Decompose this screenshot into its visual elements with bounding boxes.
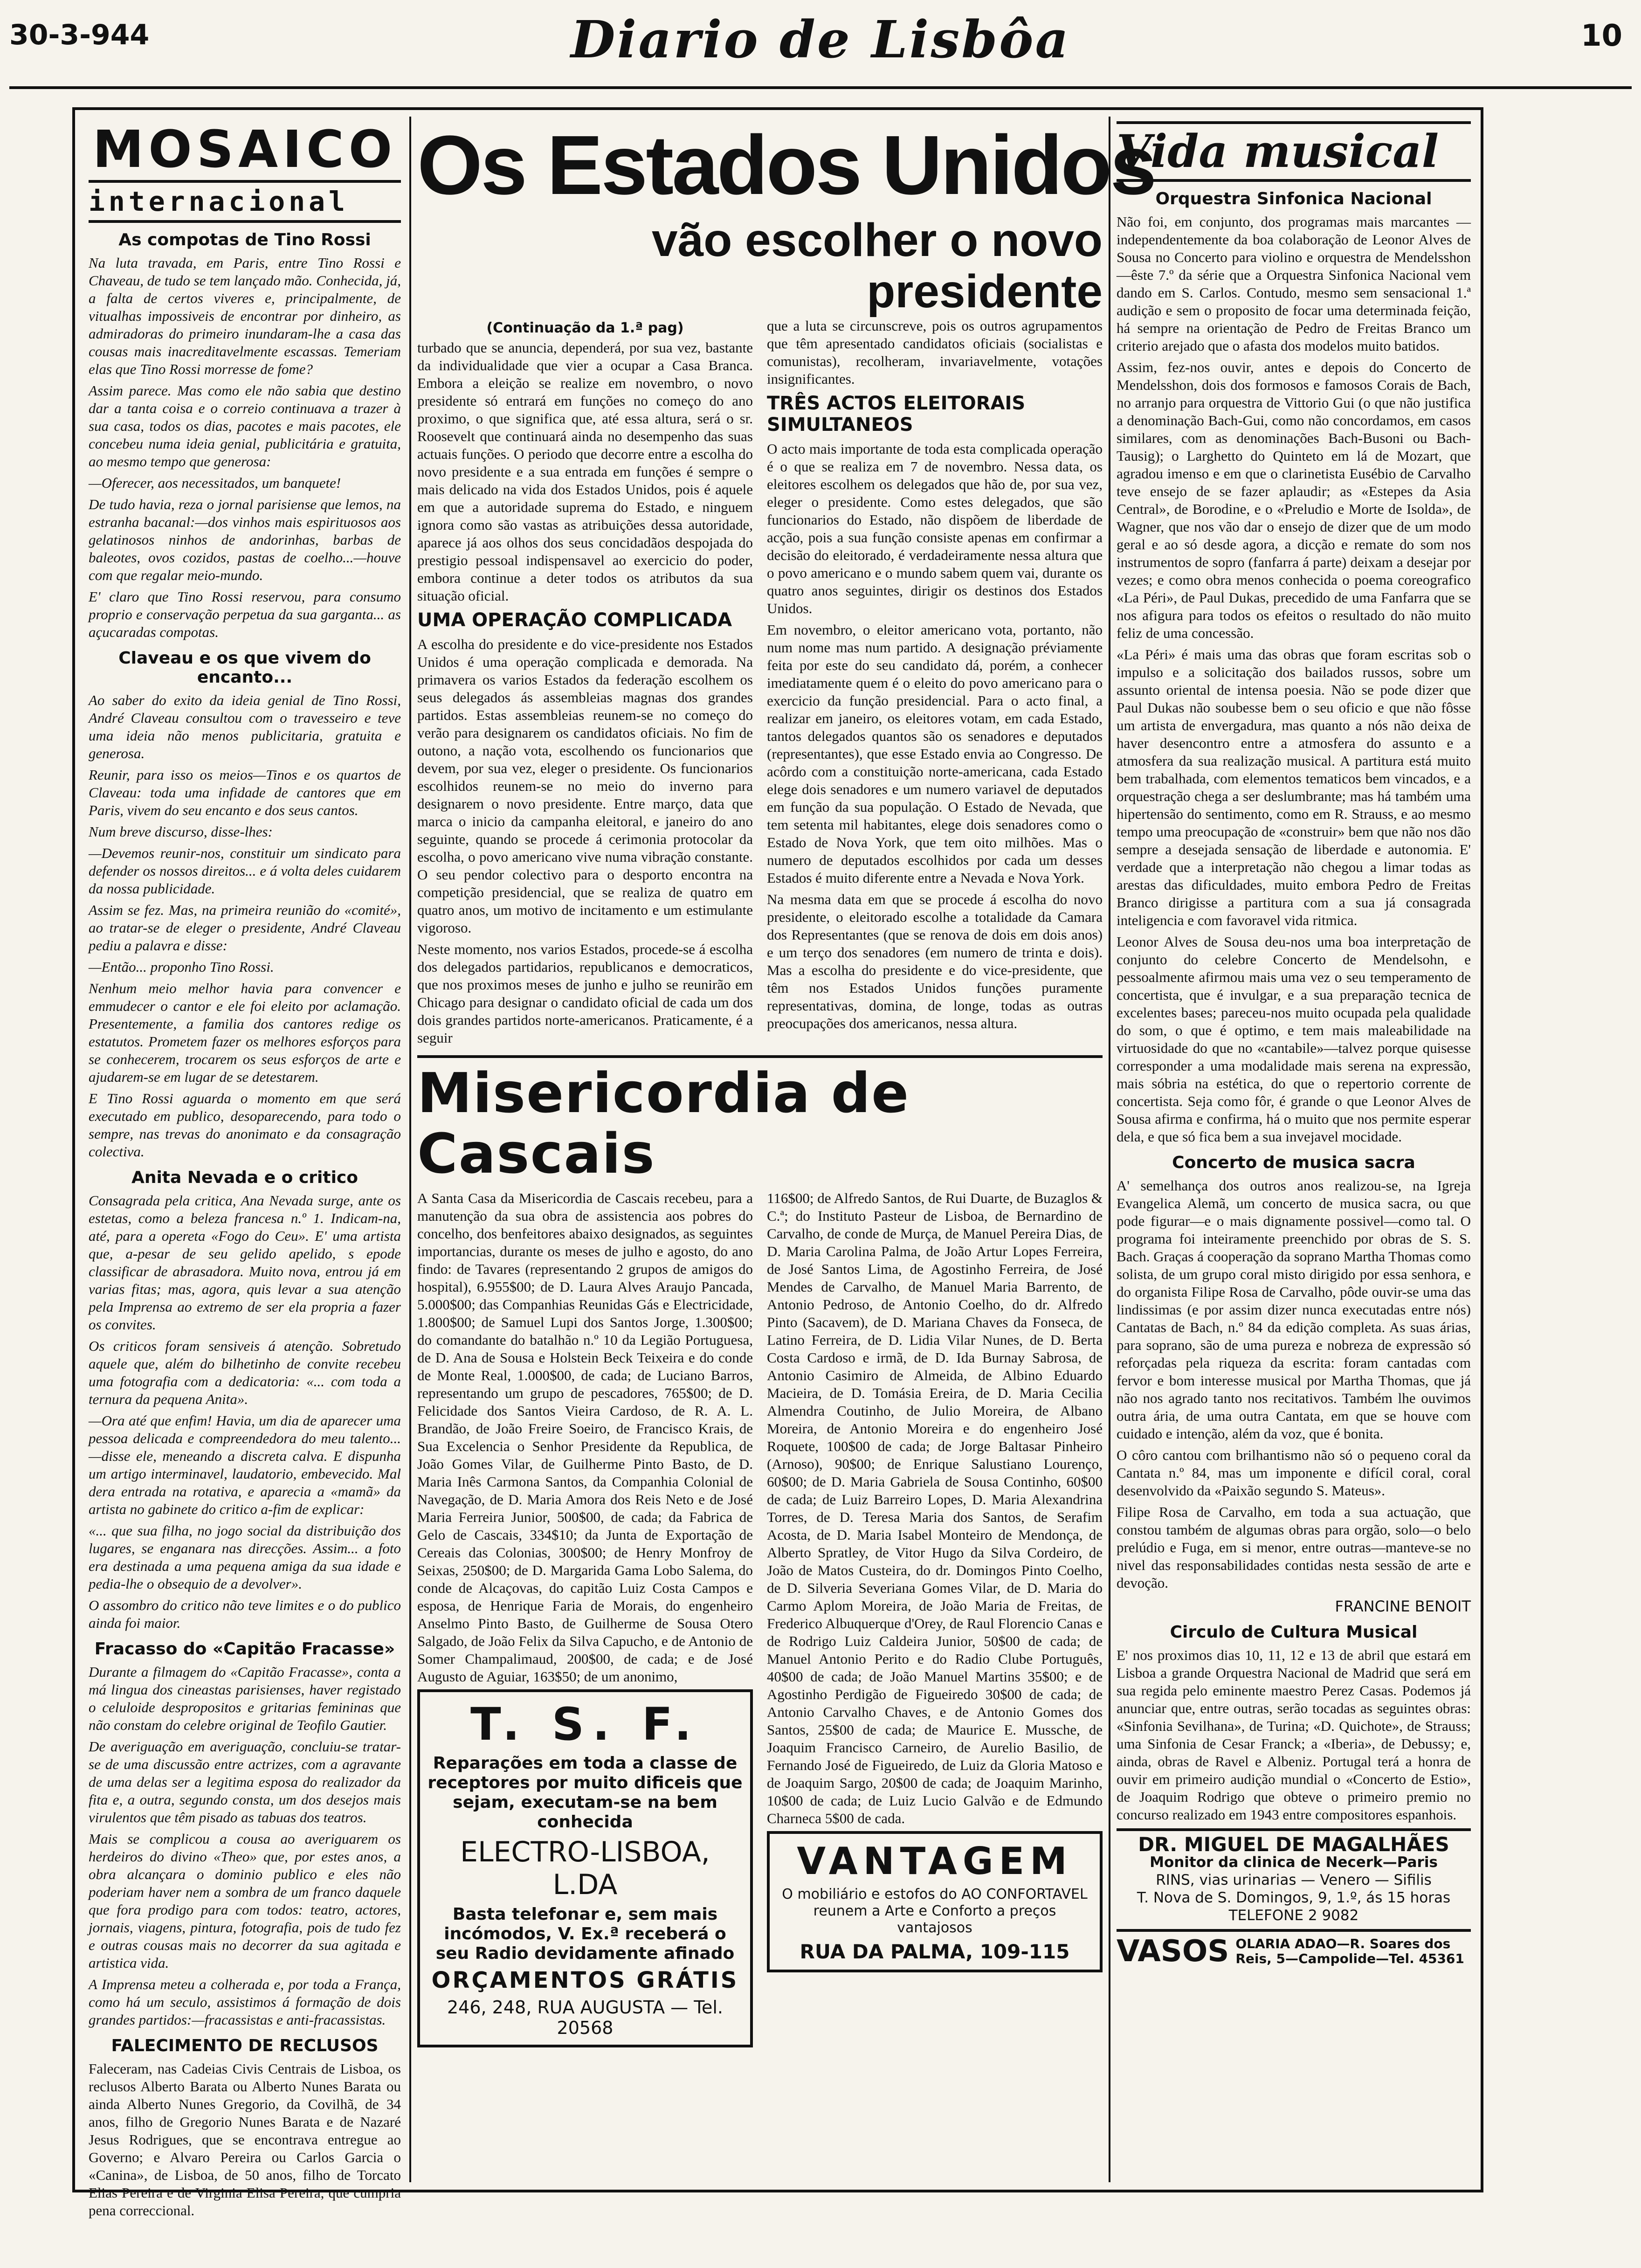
ad-name: DR. MIGUEL DE MAGALHÃES	[1138, 1833, 1449, 1856]
paragraph: O assombro do critico não teve limites e o do publico ainda foi maior.	[89, 1597, 401, 1631]
paragraph: Mais se complicou a cousa ao averiguarem os herdeiros do divino «Theo» que, por estes anos, a obra alcançara o dominio publico e eles não poderiam haver nem a sombra de um franco daquele que fora prodigo para com todos: teatro, actores, jornais, viagens, pintura, fotografia, pois de tudo fez e outras cousas mais no decorrer da sua agitada e artistica vida.	[89, 1831, 401, 1971]
paragraph: Consagrada pela critica, Ana Nevada surge, ante os estetas, como a beleza francesa n.º 1. Indicam-na, até, para a opereta «Fogo do Ceu». E' uma artista que, a-pesar de seu gelido apelido, s epode classificar de abrasadora. Muito nova, entrou já em varias fitas; mas, agora, quis levar a sua atenção pela Imprensa ao extremo de ser ela propria a fazer os convites.	[89, 1192, 401, 1333]
column-main	[417, 118, 1155, 2047]
paragraph: Não foi, em conjunto, dos programas mais marcantes — independentemente da boa colaboração de Leonor Alves de Sousa no Concerto para violino e orquestra de Mendelsshon—êste 7.º da série que a Orquestra Sinfonica Nacional vem dando em S. Carlos. Contudo, mesmo sem sensacional 1.ª audição e sem o proposito de focar uma determinada feição, há sempre na orientação de Pedro de Freitas Branco um criterio arejado que o afasta dos modelos muito batidos.	[1117, 214, 1471, 354]
article-col-left	[417, 317, 753, 1051]
vasos-title: VASOS	[1117, 1934, 1229, 1969]
misericordia-col-right	[767, 1189, 1103, 2047]
paragraph: De tudo havia, reza o jornal parisiense que lemos, na estranha bacanal:—dos vinhos mais espirituosos aos gelatinosos ninhos de andorinhas, barbas de baleotes, ovos cozidos, pastas de coelho...—houve com que regalar meio-mundo.	[89, 496, 401, 583]
article-col-right	[767, 317, 1103, 1051]
paragraph: Faleceram, nas Cadeias Civis Centrais de Lisboa, os reclusos Alberto Barata ou Alberto Nunes Barata ou ainda Alberto Nunes Gregorio, da Covilhã, de 34 anos, filho de Gregorio Nunes Barata e de Nazaré Jesus Rodrigues, que se encontrava entregue ao Governo; e Alvaro Pereira ou Carlos Garcia o «Canina», de Lisboa, de 50 anos, filho de Torcato Elias Pereira e de Virginia Elisa Pereira, que cumpria pena correccional.	[89, 2061, 401, 2219]
tsf-brand: ELECTRO-LISBOA, L.DA	[460, 1836, 710, 1901]
tsf-advert	[417, 1689, 753, 2047]
section-rule	[417, 1055, 1103, 1058]
paragraph: «... que sua filha, no jogo social da distribuição dos lugares, se enganara nas direcções. Assim... a foto era destinada a uma pequena amiga da sua idade e pedia-lhe o obsequio de a devolver».	[89, 1522, 401, 1592]
section-heading: As compotas de Tino Rossi	[118, 230, 371, 249]
subhead: TRÊS ACTOS ELEITORAIS SIMULTANEOS	[767, 393, 1026, 436]
section-rule	[1117, 1828, 1471, 1831]
paragraph: Na luta travada, em Paris, entre Tino Rossi e Chaveau, de tudo se tem lançado mão. Conhecida, já, a falta de certos viveres e, principalmente, de vitualhas impossiveis de encontrar por dinheiro, as admiradoras do primeiro inundaram-lhe a casa das cousas mais inacreditavelmente escassas. Temeriam elas que Tino Rossi morresse de fome?	[89, 255, 401, 377]
ad-phone: TELEFONE 2 9082	[1228, 1907, 1359, 1924]
paragraph: O acto mais importante de toda esta complicada operação é o que se realiza em 7 de novembro. Nessa data, os eleitores escolhem os delegados que hão de, por sua vez, eleger o presidente. Como estes delegados, que são funcionarios do Estado, não dispõem de liberdade de acção, pois a sua função consiste apenas em confirmar a decisão do eleitorado, é verdadeiramente nessa altura que o povo americano e o mundo sabem quem vai, durante os quatro anos seguintes, dirigir os destinos dos Estados Unidos.	[767, 441, 1103, 616]
vasos-text: OLARIA ADAO—R. Soares dos Reis, 5—Campolide—Tel. 45361	[1235, 1936, 1464, 1966]
headline-sub: vão escolher o novo presidente	[652, 214, 1103, 318]
header-rule	[9, 86, 1632, 89]
column-vida-musical	[1117, 121, 1471, 1969]
paragraph: O côro cantou com brilhantismo não só o pequeno coral da Cantata n.º 84, mas um imponente e difícil coral, coral desenvolvido da «Paixão segundo S. Mateus».	[1117, 1447, 1471, 1499]
misericordia-title: Misericordia de Cascais	[417, 1061, 910, 1186]
mosaico-section-fracasse	[89, 1639, 401, 2029]
section-rule	[1117, 1929, 1471, 1932]
paragraph: —Oferecer, aos necessitados, um banquete!	[89, 475, 341, 491]
section-heading: FALECIMENTO DE RECLUSOS	[111, 2036, 379, 2055]
section-heading: Orquestra Sinfonica Nacional	[1155, 189, 1432, 208]
ad-line: Monitor da clinica de Necerk—Paris	[1150, 1854, 1438, 1871]
vantagem-title: VANTAGEM	[797, 1839, 1073, 1883]
mosaico-subtitle: internacional	[89, 180, 401, 223]
paragraph: E' claro que Tino Rossi reservou, para consumo proprio e conservação perpetua da sua garganta... as açucaradas compotas.	[89, 588, 401, 640]
mosaico-section-rossi	[89, 230, 401, 641]
paragraph: «La Péri» é mais uma das obras que foram escritas sob o impulso e a solicitação dos bailados russos, sobre um assunto oriental de intensa poesia. Não se pode dizer que Paul Dukas não soubesse bem o seu oficio e que não fôsse um artista de envergadura, mas quanto a nós não deixa de haver desencontro entre a atmosfera do assunto e a atmosfera da sua realização musical. A partitura está muito bem trabalhada, com elementos tematicos bem vincados, e a orquestração chega a ser deslumbrante; mas há também uma hipertensão do sentimento, como em R. Strauss, e ao mesmo tempo uma preocupação de «construir» bem que não nos dão sempre a desejada sensação de liberdade e autonomia. E' verdade que a interpretação não chegou a limar todas as arestas das dificuldades, muito embora Pedro de Freitas Branco dirigisse a partitura com a sua já consagrada inteligencia e com favoravel vida ritmica.	[1117, 646, 1471, 928]
ad-line: T. Nova de S. Domingos, 9, 1.º, ás 15 horas	[1137, 1889, 1451, 1906]
paragraph: Nenhum meio melhor havia para convencer e emmudecer o cantor e ele foi eleito por aclamação. Presentemente, a familia dos cantores redige os estatutos. Prometem fazer os melhores esforços para se conhecerem, trocarem os seus esforços de arte e ajudarem-se em lugar de se detestarem.	[89, 980, 401, 1085]
header-date: 30-3-944	[9, 19, 150, 51]
paragraph: E' nos proximos dias 10, 11, 12 e 13 de abril que estará em Lisboa a grande Orquestra Nacional de Madrid que será em sua regida pelo eminente maestro Perez Casas. Podemos já anunciar que, entre outras, serão tocadas as seguintes obras: «Sinfonia Sevilhana», de Turina; «D. Quichote», de Strauss; uma Sinfonia de Cesar Franck; a «Iberia», de Debussy; e, ainda, obras de Ravel e Albeniz. Portugal terá a honra de ouvir em primeiro audição mundial o «Concerto de Estio», de Joaquim Rodrigo que obteve o primeiro premio no concurso realizado em 1943 entre compositores espanhois.	[1117, 1647, 1471, 1823]
section-heading: Concerto de musica sacra	[1172, 1153, 1415, 1172]
section-heading: Claveau e os que vivem do encanto...	[118, 649, 371, 687]
tsf-address: 246, 248, RUA AUGUSTA — Tel. 20568	[447, 1997, 724, 2038]
paragraph: Na mesma data em que se procede á escolha do novo presidente, o eleitorado escolhe a totalidade da Camara dos Representantes (que se renova de dois em dois anos) e um terço dos senadores (em numero de trinta e dois). Mas a escolha do presidente e do vice-presidente, que têm nos Estados Unidos funções puramente representativas, domina, de longe, todas as outras preocupações dos americanos, nessa altura.	[767, 891, 1103, 1031]
tsf-title: T. S. F.	[470, 1698, 700, 1750]
paragraph: Assim se fez. Mas, na primeira reunião do «comité», ao tratar-se de eleger o presidente, André Claveau pediu a palavra e disse:	[89, 902, 401, 954]
paragraph: Os criticos foram sensiveis á atenção. Sobretudo aquele que, além do bilhetinho de convite recebeu uma fotografia com a dedicatoria: «... com toda a ternura da pequena Anita».	[89, 1338, 401, 1407]
tsf-line1: Reparações em toda a classe de receptores por muito dificeis que sejam, executam-se na bem conhecida	[427, 1754, 743, 1832]
paragraph: Assim parece. Mas como ele não sabia que destino dar a tanta coisa e o correio continuava a trazer à sua casa, todos os dias, pacotes e mais pacotes, ele concebeu numa ideia genial, publicitária e gratuita, ao mesmo tempo que generosa:	[89, 382, 401, 470]
article-misericordia	[417, 1189, 1103, 2047]
paragraph: 116$00; de Alfredo Santos, de Rui Duarte, de Buzaglos & C.ª; do Instituto Pasteur de Lisboa, de Bernardino de Carvalho, de conde de Murça, de Manuel Pereira Dias, de D. Maria Carolina Palma, de João Artur Lopes Ferreira, de José Santos Lima, de Agostinho Ferreira, de José Mendes de Carvalho, de Manuel Maria Barrento, de Antonio Pedroso, de Antonio Coelho, do dr. Alfredo Pinto (Sacavem), de D. Mariana Chaves da Fonseca, de Latino Ferreira, de D. Lidia Vilar Nunes, de D. Berta Costa Cardoso e irmã, de D. Ida Burnay Sabrosa, de Antonio Casimiro de Almeida, de Albino Eduardo Macieira, de D. Tomásia Ereira, de D. Maria Cecilia Almendra Coutinho, de Julio Moreira, de Albano Moreira, de Antonio Moreira e do engenheiro José Roquete, 100$00 de cada; de Jorge Baltasar Pinheiro (Arnoso), 90$00; de Enrique Salustiano Lourenço, 60$00; de D. Maria Gabriela de Sousa Continho, 60$00 de cada; de Luiz Barreiro Lopes, D. Maria Alexandrina Torres, de D. Teresa Maria dos Santos, de Serafim Acosta, de D. Maria Isabel Monteiro de Mendonça, de Alberto Spratley, de Vitor Hugo da Silva Cordeiro, de João de Matos Custeira, do dr. Domingos Pinto Coelho, de D. Silveria Severiana Gomes Vilar, de D. Maria do Carmo Aplom Moreira, de João Maria de Freitas, de Frederico Albuquerque d'Orey, de Raul Florencio Canas e de Rodrigo Luiz Caldeira Junior, 50$00 de cada; de Manuel Antonio Perito e do Radio Clube Português, 40$00 de cada; de João Manuel Martins 35$00; e de Agostinho Perdigão de Figueiredo 30$00 de cada; de Antonio Carvalho Chaves, e de Antonio Gomes dos Santos, 25$00 de cada; de Maurice E. Mussche, de Joaquim Francisco Carneiro, de Aurelio Basilio, de Fernando José de Figueiredo, de Luiz da Gloria Matoso e de Joaquim Sargo, 20$00 de cada; de Joaquim Marinho, 10$00 de cada; de Luiz Lucio Galvão e de Edmundo Charneca 5$00 de cada.	[767, 1190, 1103, 1826]
paragraph: turbado que se anuncia, dependerá, por sua vez, bastante da individualidade que vier a ocupar a Casa Branca. Embora a eleição se realize em novembro, o novo presidente só entrará em funções no começo do ano proximo, o que significa que, até essa altura, será o sr. Roosevelt que continuará ainda no desempenho das suas actuais funções. O periodo que decorre entre a escolha do novo presidente e a sua entrada em funções é sempre o mais delicado na vida dos Estados Unidos, pois é aquele em que a autoridade suprema do Estado, e ninguem ignora como são vastas as atribuições dessa autoridade, aparece já aos olhos dos seus concidadãos despojada do prestigio pessoal indispensavel ao exercicio do poder, embora continue a deter todos os atributos da sua situação oficial.	[417, 339, 753, 604]
section-heading: Fracasso do «Capitão Fracasse»	[94, 1639, 395, 1659]
paragraph: Em novembro, o eleitor americano vota, portanto, não num nome mas num partido. A designação préviamente feita por este do seu candidato dá, porém, a conhecer imediatamente quem é o eleito do povo americano para o exercicio da função presidencial. Para o acto final, a realizar em janeiro, os eleitores votam, em cada Estado, tantos delegados quantos são os senadores e deputados (representantes), que esse Estado envia ao Congresso. De acôrdo com a constituição norte-americana, cada Estado elege dois senadores e um numero variavel de deputados em função da sua população. O Estado de Nevada, que tem setenta mil habitantes, elege dois senadores como o Estado de Nova York, que tem oito milhões. Mas o numero de deputados escolhidos por cada um desses Estados é muito diferente entre a Nevada e Nova York.	[767, 622, 1103, 886]
tsf-line2: Basta telefonar e, sem mais incómodos, V. Ex.ª receberá o seu Radio devidamente afinado	[435, 1905, 735, 1963]
masthead-title: Diario de Lisbôa	[571, 9, 1070, 69]
paragraph: A escolha do presidente e do vice-presidente nos Estados Unidos é uma operação complicada e demorada. Na primavera os varios Estados da federação escolhem os seus delegados ás assembleias magnas dos grandes partidos. Estas assembleias reunem-se no começo do verão para designarem os candidatos oficiais. No fim de outono, a nação vota, escolhendo os funcionarios que devem, por sua vez, eleger o presidente. Os funcionarios escolhidos reunem-se no meio do inverno para designarem o novo presidente. Entre março, data que marca o inicio da campanha eleitoral, e janeiro do ano seguinte, quando se procede á cerimonia protocolar da escolha, o povo americano vive numa vibração constante. O seu pendor colectivo para o desporto encontra na competição presidencial, que se realiza de quatro em quatro anos, um motivo de incitamento e um estimulante vigoroso.	[417, 636, 753, 936]
column-divider	[1109, 117, 1110, 2182]
paragraph: E Tino Rossi aguarda o momento em que será executado em publico, desoparecendo, para todo o sempre, nas trevas do anonimato e da consagração colectiva.	[89, 1090, 401, 1160]
section-heading: Anita Nevada e o critico	[131, 1168, 359, 1187]
article-estados-unidos	[417, 317, 1103, 1051]
ad-line: RINS, vias urinarias — Venero — Sifilis	[1156, 1872, 1432, 1888]
falecimento-section	[89, 2036, 401, 2220]
paragraph: Neste momento, nos varios Estados, procede-se á escolha dos delegados partidarios, republicanos e democraticos, que nos proximos meses de junho e julho se reunirão em Chicago para designar o candidato oficial de cada um dos dois grandes partidos norte-americanos. Praticamente, é a seguir	[417, 941, 753, 1046]
mosaico-section-claveau	[89, 649, 401, 1161]
paragraph: Ao saber do exito da ideia genial de Tino Rossi, André Claveau consultou com o travesseiro e teve uma ideia não menos publicitaria, gratuita e generosa.	[89, 692, 401, 761]
paragraph: que a luta se circunscreve, pois os outros agrupamentos que têm apresentado candidatos oficiais (socialistas e comunistas), recolheram, invariavelmente, votações insignificantes.	[767, 318, 1103, 387]
subhead: UMA OPERAÇÃO COMPLICADA	[417, 609, 732, 631]
vantagem-advert	[767, 1831, 1103, 1972]
continuation-note: (Continuação da 1.ª pag)	[486, 320, 684, 336]
paragraph: —Devemos reunir-nos, constituir um sindicato para defender os nossos direitos... e á volta deles cuidarem da nossa publicidade.	[89, 845, 401, 897]
paragraph: Durante a filmagem do «Capitão Fracasse», conta a má lingua dos cineastas parisienses, haver registado o celuloide despropositos e gritarias femininas que não constam do celebre original de Teofilo Gautier.	[89, 1664, 401, 1733]
author-signature: FRANCINE BENOIT	[1335, 1597, 1471, 1615]
paragraph: —Ora até que enfim! Havia, um dia de aparecer uma pessoa delicada e compreendedora do meu talento...—disse ele, meneando a discreta calva. E dispunha um artigo interminavel, laudatorio, embevecido. Mal dera entrada na rotativa, e aparecia a «mamã» da artista no gabinete do critico a-fim de explicar:	[89, 1412, 401, 1517]
section-heading: Circulo de Cultura Musical	[1170, 1623, 1418, 1642]
column-divider	[409, 117, 411, 2182]
misericordia-col-left	[417, 1189, 753, 2047]
paragraph: Reunir, para isso os meios—Tinos e os quartos de Claveau: toda uma infidade de cantores que em Paris, vivem do seu encanto e dos seus cantos.	[89, 767, 401, 818]
paragraph: Leonor Alves de Sousa deu-nos uma boa interpretação de conjunto do celebre Concerto de Mendelsohn, e pessoalmente afirmou mais uma vez o seu temperamento de concertista, que é invulgar, e a sua preparação tecnica de excelentes bases; pareceu-nos muito ocupada pela qualidade do som, o que é optimo, e tem mais maleabilidade na virtuosidade do que no «cantabile»—talvez porque quisesse corresponder a uma modalidade mais serena na expressão, mais sóbria na estética, do que o repertorio corrente de concertista. Seja como fôr, é grande o que Leonor Alves de Sousa afirma e confirma, há o muito que nos permite esperar dela, e que só fica bem a sua invejavel mocidade.	[1117, 933, 1471, 1145]
page-number: 10	[1580, 19, 1622, 53]
mosaico-section-anita	[89, 1168, 401, 1632]
paragraph: Assim, fez-nos ouvir, antes e depois do Concerto de Mendelsshon, dois dos formosos e famosos Corais de Bach, no arranjo para orquestra de Vittorio Gui (o que não justifica a denominação Bach-Gui, como não concordamos, em casos similares, com as denominações Bach-Busoni ou Bach-Tausig); o Larghetto do Quinteto em lá de Mozart, que agradou imenso e em que o clarinetista Eusébio de Carvalho teve ensejo de se fazer aplaudir; as «Estepes da Asia Central», de Borodine, e o «Preludio e Morte de Isolda», de Wagner, que nos vão dar o ensejo de dizer que de um modo geral e ao só desde agora, a dicção e remate do som nos instrumentos de sopro (fanfarra á parte) deixam a desejar por vezes; e como obra menos conhecida o poema coreografico «La Péri», de Paul Dukas, precedido de uma Fanfarra que se nos afigura para todos os efeitos o resultado do não muito feliz de uma concessão.	[1117, 359, 1471, 641]
magalhaes-advert	[1117, 1833, 1471, 1924]
vantagem-text: O mobiliário e estofos do AO CONFORTAVEL reunem a Arte e Conforto a preços vantajosos	[782, 1886, 1088, 1936]
paragraph: A' semelhança dos outros anos realizou-se, na Igreja Evangelica Alemã, um concerto de musica sacra, ou que pode figurar—e o mais dignamente possivel—como tal. O programa foi inteiramente preenchido por obras de S. S. Bach. Graças á cooperação da soprano Martha Thomas como solista, de um grupo coral misto dirigido por essa senhora, e do organista Filipe Rosa de Carvalho, pôde ouvir-se uma das lindissimas (e por assim dizer nunca executadas entre nós) Cantatas de Bach, n.º 84 da edição completa. As suas árias, para soprano, são de uma pureza e nobreza de expressão só reforçadas pela riqueza da escrita: foram cantadas com fervor e bom interesse musical por Martha Thomas, que já não nos agrado tanto nos recitativos. Também lhe ouvimos outra ária, de uma outra Cantata, em que se houve com cuidado e intenção, além da voz, que é bonita.	[1117, 1177, 1471, 1442]
tsf-line3: ORÇAMENTOS GRÁTIS	[431, 1967, 739, 1993]
paragraph: A Imprensa meteu a colherada e, por toda a França, como há um seculo, assistimos á formação de dois grandes partidos:—fracassistas e anti-fracassistas.	[89, 1976, 401, 2028]
headline-main: Os Estados Unidos	[417, 118, 1155, 212]
paragraph: Filipe Rosa de Carvalho, em toda a sua actuação, que constou também de algumas obras para orgão, solo—o belo prelúdio e Fuga, em si menor, entre outras—manteve-se no nivel das responsabilidades contidas nesta sessão de arte e devoção.	[1117, 1504, 1471, 1591]
mosaico-title: MOSAICO	[92, 119, 397, 179]
paragraph: —Então... proponho Tino Rossi.	[89, 959, 274, 975]
vida-musical-title: Vida musical	[1117, 121, 1471, 182]
paragraph: Num breve discurso, disse-lhes:	[89, 823, 273, 840]
paragraph: A Santa Casa da Misericordia de Cascais recebeu, para a manutenção da sua obra de assistencia aos pobres do concelho, dos benfeitores abaixo designados, as seguintes importancias, durante os meses de julho e agosto, do ano findo: de Tavares (representando 2 grupos de amigos do hospital), 6.955$00; de D. Laura Alves Araujo Pancada, 5.000$00; das Companhias Reunidas Gás e Electricidade, 1.800$00; de Samuel Lupi dos Santos Jorge, 1.300$00; do comandante do batalhão n.º 10 da Legião Portuguesa, de D. Ana de Sousa e Holstein Beck Teixeira e do conde de Monte Real, 1.000$00, de cada; de Luciano Barros, representando um grupo de pescadores, 765$00; de D. Felicidade dos Santos Vieira Cardoso, de R. A. L. Brandão, de João Freire Soeiro, de Francisco Krais, de Sua Excelencia o Senhor Presidente da Republica, de João Gomes Vilar, de Guilherme Pinto Basto, de D. Maria Inês Carmona Santos, da Companhia Colonial de Navegação, de D. Maria Amora dos Reis Neto e de José Maria Ferreira Junior, 500$00, de cada; da Fabrica de Gelo de Cascais, 334$10; da Junta de Exportação de Cereais das Colonias, 300$00; de Henry Monfroy de Seixas, 250$00; de D. Margarida Gama Lobo Salema, do conde de Alcaçovas, do capitão Luiz Costa Campos e esposa, de Henrique Faria de Morais, do engenheiro Anselmo Pinto Basto, de Guilherme de Sousa Otero Salgado, de João Felix da Silva Capucho, e de Antonio de Somer Champalimaud, 200$00, de cada; e de José Augusto de Aguiar, 163$50; de um anonimo,	[417, 1190, 753, 1685]
vasos-advert	[1117, 1934, 1471, 1969]
paragraph: De averiguação em averiguação, concluiu-se tratar-se de uma discussão entre actrizes, com a agravante de uma delas ser a legitima esposa do realizador da fita e, a outra, segundo consta, um dos desejos mais virulentos que têm pisado as tabuas dos teatros.	[89, 1738, 401, 1825]
column-mosaico	[89, 119, 401, 2219]
vantagem-address: RUA DA PALMA, 109-115	[800, 1940, 1070, 1963]
